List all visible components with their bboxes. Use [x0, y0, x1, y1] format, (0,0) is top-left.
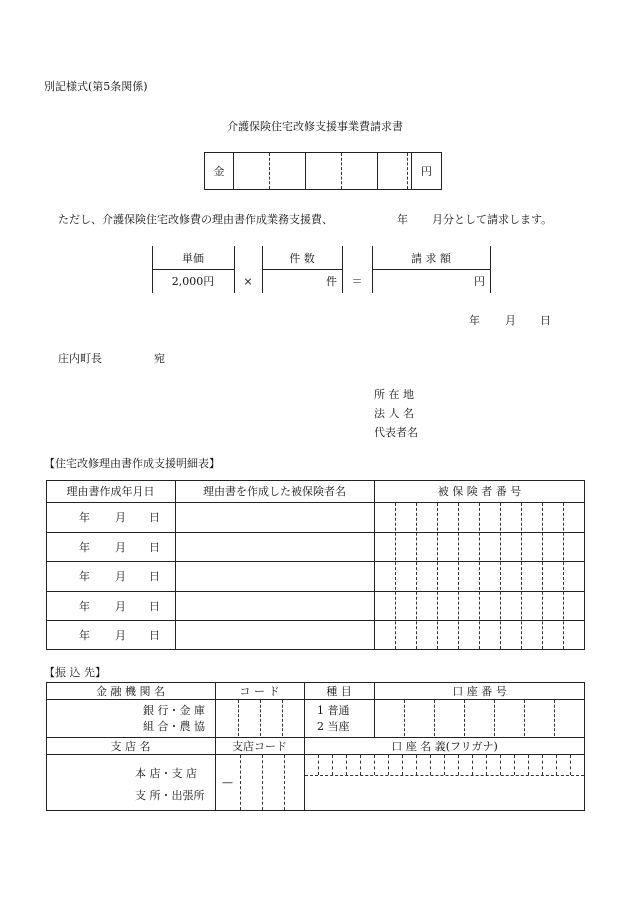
statement-text: ただし、介護保険住宅改修費の理由書作成業務支援費、: [58, 213, 333, 226]
row-date-day: 日: [149, 541, 160, 554]
form-number: 別記様式(第5条関係): [44, 80, 148, 93]
addressee-honorific: 宛: [154, 352, 165, 365]
account-number-label: 口 座 番 号: [452, 685, 507, 698]
branch-label: 支 店 名: [110, 740, 151, 753]
page-title: 介護保険住宅改修支援事業費請求書: [227, 120, 403, 133]
col-number-header: 被 保 険 者 番 号: [437, 485, 522, 498]
count-label: 件 数: [289, 252, 315, 265]
date-year: 年: [469, 314, 480, 327]
bank-option-1: 銀 行・金 庫: [143, 704, 205, 717]
row-date-day: 日: [149, 570, 160, 583]
date-day: 日: [540, 314, 551, 327]
type-label: 種 目: [326, 685, 352, 698]
address-label: 所 在 地: [374, 388, 414, 401]
times-sign: ×: [243, 275, 253, 288]
equals-sign: ＝: [351, 275, 363, 288]
amount-prefix: 金: [213, 165, 225, 178]
row-date-day: 日: [149, 629, 160, 642]
details-heading: 【住宅改修理由書作成支援明細表】: [44, 457, 220, 470]
branch-option-1: 本 店・支 店: [135, 767, 197, 780]
code-label: コ ー ド: [239, 685, 280, 698]
addressee-name: 庄内町長: [58, 352, 102, 365]
col-name-header: 理由書を作成した被保険者名: [203, 485, 346, 498]
account-name-label: 口 座 名 義(フリガナ): [391, 740, 498, 753]
type-option-2: 2 当座: [317, 720, 350, 733]
rep-label: 代表者名: [374, 426, 418, 439]
branch-code-label: 支店コード: [232, 740, 287, 753]
unit-price-label: 単価: [182, 252, 204, 265]
row-date-year: 年: [79, 600, 90, 613]
row-date-year: 年: [79, 511, 90, 524]
bank-label: 金 融 機 関 名: [96, 685, 165, 698]
col-date-header: 理由書作成年月日: [66, 485, 155, 498]
branch-option-2: 支 所・出張所: [135, 789, 205, 802]
row-date-month: 月: [115, 541, 126, 554]
row-date-month: 月: [115, 570, 126, 583]
transfer-heading: 【振 込 先】: [44, 666, 106, 679]
row-date-month: 月: [115, 600, 126, 613]
bank-option-2: 組 合・農 協: [143, 720, 205, 733]
count-unit: 件: [326, 275, 337, 288]
row-date-year: 年: [79, 570, 90, 583]
branch-code-dash: —: [222, 776, 233, 789]
row-date-day: 日: [149, 600, 160, 613]
billed-unit: 円: [474, 275, 485, 288]
row-date-year: 年: [79, 541, 90, 554]
corp-label: 法 人 名: [374, 407, 414, 420]
statement-month-suffix: 月分として請求します。: [432, 213, 553, 226]
amount-suffix: 円: [421, 165, 432, 178]
row-date-year: 年: [79, 629, 90, 642]
row-date-month: 月: [115, 629, 126, 642]
unit-price-value: 2,000円: [171, 275, 215, 288]
statement-year: 年: [397, 213, 408, 226]
row-date-day: 日: [149, 511, 160, 524]
date-month: 月: [505, 314, 516, 327]
billed-label: 請 求 額: [411, 252, 451, 265]
row-date-month: 月: [115, 511, 126, 524]
type-option-1: 1 普通: [317, 704, 350, 717]
